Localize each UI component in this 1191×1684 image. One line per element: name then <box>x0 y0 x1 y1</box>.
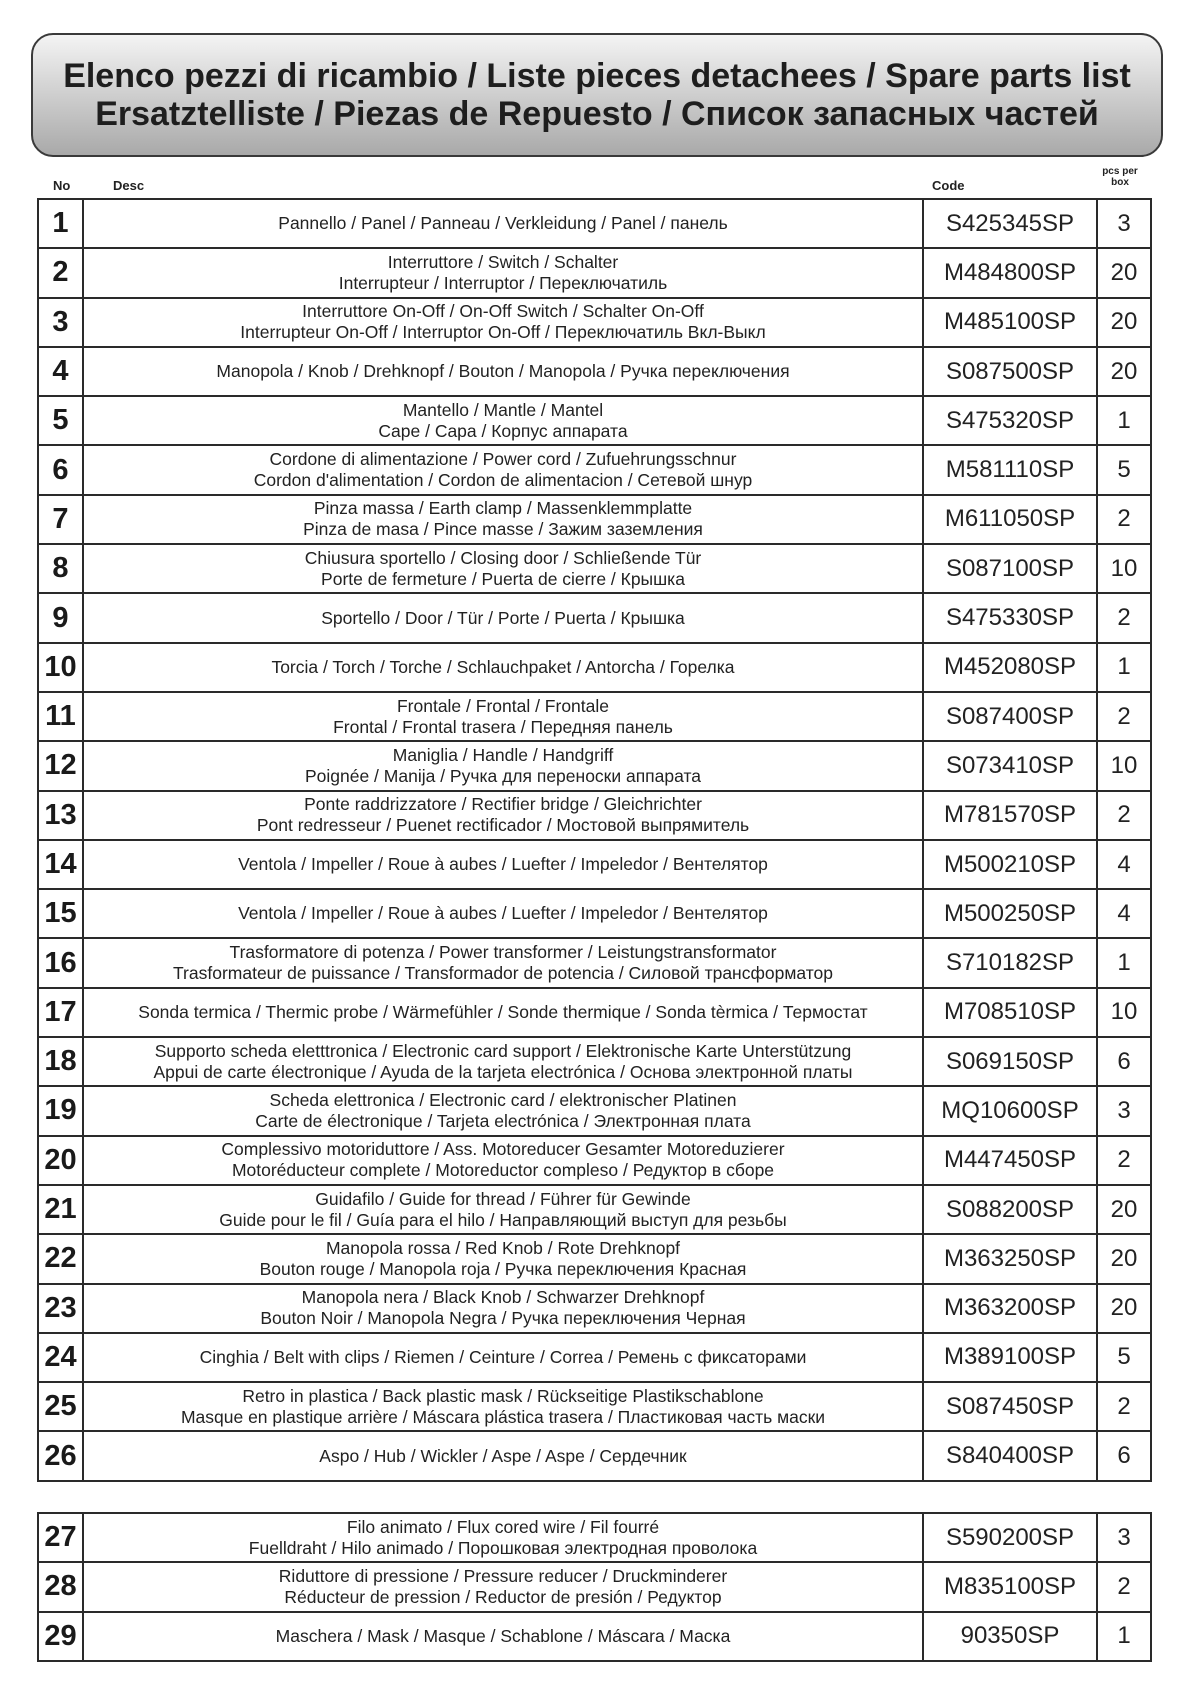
part-description-line1: Cinghia / Belt with clips / Riemen / Ceinture / Correa / Ремень с фиксаторами <box>199 1346 807 1367</box>
column-header-pcs-line2: box <box>1111 177 1129 188</box>
part-number: 12 <box>38 741 83 790</box>
part-description-line1: Pannello / Panel / Panneau / Verkleidung / Panel / панель <box>278 213 728 234</box>
part-description <box>83 1612 923 1661</box>
part-description <box>83 1086 923 1135</box>
table-row <box>38 741 1151 790</box>
spare-parts-table <box>37 198 1152 1482</box>
column-header-no: No <box>53 178 71 193</box>
part-description-line1: Mantello / Mantle / Mantel <box>402 399 604 420</box>
part-description <box>83 298 923 347</box>
table-row <box>38 1136 1151 1185</box>
part-description-line1: Ventola / Impeller / Roue à aubes / Luefter / Impeledor / Вентелятор <box>238 903 768 924</box>
part-number: 14 <box>38 840 83 889</box>
part-description-line1: Interruttore / Switch / Schalter <box>387 251 619 272</box>
table-row <box>38 347 1151 396</box>
part-code: M500250SP <box>923 889 1097 938</box>
part-number: 13 <box>38 791 83 840</box>
part-number: 8 <box>38 544 83 593</box>
part-description-line2: Bouton Noir / Manopola Negra / Ручка переключения Черная <box>260 1308 746 1329</box>
part-number: 22 <box>38 1234 83 1283</box>
part-description-line2: Interrupteur On-Off / Interruptor On-Off / Переключатиль Вкл-Выкл <box>240 322 766 343</box>
part-description-line1: Cordone di alimentazione / Power cord / Zufuehrungsschnur <box>269 449 737 470</box>
part-description-line2: Bouton rouge / Manopola roja / Ручка переключения Красная <box>259 1258 747 1279</box>
pcs-per-box: 6 <box>1097 1431 1151 1480</box>
part-number: 20 <box>38 1136 83 1185</box>
part-description-line1: Pinza massa / Earth clamp / Massenklemmplatte <box>313 498 693 519</box>
pcs-per-box: 20 <box>1097 248 1151 297</box>
pcs-per-box: 2 <box>1097 692 1151 741</box>
part-description <box>83 889 923 938</box>
table-row <box>38 988 1151 1037</box>
page-title-box <box>31 33 1163 157</box>
pcs-per-box: 3 <box>1097 1513 1151 1562</box>
part-number: 11 <box>38 692 83 741</box>
part-number: 23 <box>38 1284 83 1333</box>
part-description-line1: Chiusura sportello / Closing door / Schließende Tür <box>304 547 702 568</box>
table-row <box>38 1234 1151 1283</box>
part-description-line1: Ponte raddrizzatore / Rectifier bridge / Gleichrichter <box>304 794 702 815</box>
part-description-line1: Ventola / Impeller / Roue à aubes / Luefter / Impeledor / Вентелятор <box>238 854 768 874</box>
part-description-line2: Carte de électronique / Tarjeta electrónica / Электронная плата <box>255 1110 751 1131</box>
part-description-line2: Appui de carte électronique / Ayuda de la tarjeta electrónica / Основа электронной платы <box>153 1061 853 1082</box>
part-description-line1: Aspo / Hub / Wickler / Aspe / Aspe / Сердечник <box>319 1445 687 1466</box>
part-description <box>83 643 923 692</box>
pcs-per-box: 2 <box>1097 1382 1151 1431</box>
part-description-line1: Retro in plastica / Back plastic mask / Rückseitige Plastikschablone <box>242 1385 764 1406</box>
table-row <box>38 1037 1151 1086</box>
part-code: S087450SP <box>923 1382 1097 1431</box>
part-number: 17 <box>38 988 83 1037</box>
part-description-line1: Maniglia / Handle / Handgriff <box>392 744 614 765</box>
part-code: S087400SP <box>923 692 1097 741</box>
part-description-line1: Filo animato / Flux cored wire / Fil fourré <box>346 1516 660 1537</box>
pcs-per-box: 3 <box>1097 199 1151 248</box>
pcs-per-box: 1 <box>1097 1612 1151 1661</box>
part-description <box>83 248 923 297</box>
part-description-line2: Interrupteur / Interruptor / Переключатиль <box>338 272 668 293</box>
table-row <box>38 1333 1151 1382</box>
pcs-per-box: 10 <box>1097 988 1151 1037</box>
pcs-per-box: 4 <box>1097 889 1151 938</box>
part-description-line2: Frontal / Frontal trasera / Передняя панель <box>333 716 673 737</box>
table-row <box>38 396 1151 445</box>
part-description <box>83 593 923 642</box>
part-number: 24 <box>38 1333 83 1382</box>
part-code: S710182SP <box>923 938 1097 987</box>
part-code: S087100SP <box>923 544 1097 593</box>
part-code: S069150SP <box>923 1037 1097 1086</box>
pcs-per-box: 20 <box>1097 1185 1151 1234</box>
part-description-line1: Guidafilo / Guide for thread / Führer für Gewinde <box>315 1188 691 1209</box>
part-description <box>83 1185 923 1234</box>
part-description <box>83 199 923 248</box>
pcs-per-box: 5 <box>1097 1333 1151 1382</box>
part-code: M835100SP <box>923 1562 1097 1611</box>
part-description <box>83 1431 923 1480</box>
part-description-line2: Trasformateur de puissance / Transformador de potencia / Силовой трансформатор <box>173 963 833 984</box>
part-code: M611050SP <box>923 495 1097 544</box>
part-number: 5 <box>38 396 83 445</box>
table-row <box>38 643 1151 692</box>
part-number: 27 <box>38 1513 83 1562</box>
pcs-per-box: 20 <box>1097 1234 1151 1283</box>
part-description-line2: Cape / Capa / Корпус аппарата <box>378 420 628 441</box>
part-description <box>83 1513 923 1562</box>
part-description-line2: Porte de fermeture / Puerta de cierre / Крышка <box>321 568 685 589</box>
part-description-line2: Masque en plastique arrière / Máscara plástica trasera / Пластиковая часть маски <box>180 1406 826 1427</box>
table-row <box>38 593 1151 642</box>
part-code: M363200SP <box>923 1284 1097 1333</box>
part-description-line1: Interruttore On-Off / On-Off Switch / Schalter On-Off <box>302 301 704 322</box>
part-number: 3 <box>38 298 83 347</box>
part-code: S840400SP <box>923 1431 1097 1480</box>
part-description <box>83 791 923 840</box>
page-title-line1: Elenco pezzi di ricambio / Liste pieces detachees / Spare parts list <box>63 57 1131 95</box>
part-number: 7 <box>38 495 83 544</box>
pcs-per-box: 2 <box>1097 791 1151 840</box>
table-row <box>38 495 1151 544</box>
part-description-line1: Maschera / Mask / Masque / Schablone / Máscara / Маска <box>275 1625 731 1646</box>
table-row <box>38 692 1151 741</box>
part-description-line1: Scheda elettronica / Electronic card / elektronischer Platinen <box>269 1089 737 1110</box>
part-description <box>83 1562 923 1611</box>
part-description-line1: Supporto scheda eletttronica / Electronic card support / Elektronische Karte Unterstützung <box>154 1040 852 1061</box>
part-description <box>83 1234 923 1283</box>
table-row <box>38 889 1151 938</box>
part-code: S088200SP <box>923 1185 1097 1234</box>
part-code: S475320SP <box>923 396 1097 445</box>
part-description-line1: Complessivo motoriduttore / Ass. Motoreducer Gesamter Motoreduzierer <box>221 1139 785 1160</box>
pcs-per-box: 20 <box>1097 1284 1151 1333</box>
part-description-line2: Poignée / Manija / Ручка для переноски аппарата <box>304 765 702 786</box>
pcs-per-box: 5 <box>1097 445 1151 494</box>
part-description-line2: Guide pour le fil / Guía para el hilo / Направляющий выступ для резьбы <box>219 1209 787 1230</box>
pcs-per-box: 1 <box>1097 643 1151 692</box>
table-row <box>38 840 1151 889</box>
pcs-per-box: 6 <box>1097 1037 1151 1086</box>
pcs-per-box: 3 <box>1097 1086 1151 1135</box>
part-number: 6 <box>38 445 83 494</box>
pcs-per-box: 2 <box>1097 1562 1151 1611</box>
part-number: 15 <box>38 889 83 938</box>
part-code: M485100SP <box>923 298 1097 347</box>
table-row <box>38 248 1151 297</box>
table-row <box>38 1185 1151 1234</box>
part-description <box>83 1037 923 1086</box>
table-row <box>38 1562 1151 1611</box>
column-header-pcs-per-box <box>1090 166 1150 188</box>
table-row <box>38 199 1151 248</box>
part-description-line1: Sportello / Door / Tür / Porte / Puerta / Крышка <box>321 607 685 628</box>
part-description-line1: Manopola rossa / Red Knob / Rote Drehknopf <box>325 1237 681 1258</box>
part-code: M363250SP <box>923 1234 1097 1283</box>
table-row <box>38 1284 1151 1333</box>
part-code: M581110SP <box>923 445 1097 494</box>
part-number: 10 <box>38 643 83 692</box>
table-row <box>38 1612 1151 1661</box>
part-description-line1: Frontale / Frontal / Frontale <box>396 695 610 716</box>
part-code: S425345SP <box>923 199 1097 248</box>
table-row <box>38 1086 1151 1135</box>
part-description-line1: Torcia / Torch / Torche / Schlauchpaket / Antorcha / Горелка <box>271 656 735 677</box>
part-number: 2 <box>38 248 83 297</box>
part-number: 21 <box>38 1185 83 1234</box>
part-description-line2: Motoréducteur complete / Motoreductor compleso / Редуктор в сборе <box>231 1160 775 1181</box>
part-number: 29 <box>38 1612 83 1661</box>
part-code: M447450SP <box>923 1136 1097 1185</box>
part-number: 25 <box>38 1382 83 1431</box>
table-row <box>38 938 1151 987</box>
part-description <box>83 988 923 1037</box>
part-code: M500210SP <box>923 840 1097 889</box>
part-description-line1: Riduttore di pressione / Pressure reducer / Druckminderer <box>278 1565 728 1586</box>
part-description <box>83 347 923 396</box>
part-description <box>83 1136 923 1185</box>
table-row <box>38 1431 1151 1480</box>
part-description <box>83 1382 923 1431</box>
part-number: 9 <box>38 593 83 642</box>
spare-parts-table-extra <box>37 1512 1152 1662</box>
table-row <box>38 1513 1151 1562</box>
part-description <box>83 1284 923 1333</box>
part-description <box>83 445 923 494</box>
part-description-line1: Manopola nera / Black Knob / Schwarzer Drehknopf <box>301 1287 705 1308</box>
part-number: 19 <box>38 1086 83 1135</box>
part-description-line2: Réducteur de pression / Reductor de presión / Редуктор <box>284 1586 722 1607</box>
part-code: S087500SP <box>923 347 1097 396</box>
column-header-pcs-line1: pcs per <box>1102 166 1138 177</box>
column-header-code: Code <box>932 178 965 193</box>
part-number: 28 <box>38 1562 83 1611</box>
pcs-per-box: 2 <box>1097 495 1151 544</box>
table-row <box>38 1382 1151 1431</box>
table-row <box>38 791 1151 840</box>
part-number: 16 <box>38 938 83 987</box>
part-code: MQ10600SP <box>923 1086 1097 1135</box>
part-code: S475330SP <box>923 593 1097 642</box>
part-code: M708510SP <box>923 988 1097 1037</box>
part-description <box>83 544 923 593</box>
part-description-line1: Trasformatore di potenza / Power transformer / Leistungstransformator <box>229 942 777 963</box>
part-description <box>83 495 923 544</box>
pcs-per-box: 2 <box>1097 593 1151 642</box>
pcs-per-box: 20 <box>1097 347 1151 396</box>
table-row <box>38 544 1151 593</box>
pcs-per-box: 1 <box>1097 396 1151 445</box>
part-code: S073410SP <box>923 741 1097 790</box>
part-code: M389100SP <box>923 1333 1097 1382</box>
part-number: 26 <box>38 1431 83 1480</box>
part-description-line1: Sonda termica / Thermic probe / Wärmefühler / Sonde thermique / Sonda tèrmica / Термостат <box>138 1001 868 1022</box>
pcs-per-box: 10 <box>1097 741 1151 790</box>
part-code: S590200SP <box>923 1513 1097 1562</box>
pcs-per-box: 2 <box>1097 1136 1151 1185</box>
part-code: M452080SP <box>923 643 1097 692</box>
part-description-line2: Pinza de masa / Pince masse / Зажим заземления <box>303 519 703 540</box>
pcs-per-box: 20 <box>1097 298 1151 347</box>
part-description-line1: Manopola / Knob / Drehknopf / Bouton / Manopola / Ручка переключения <box>216 361 790 382</box>
part-description <box>83 396 923 445</box>
part-number: 18 <box>38 1037 83 1086</box>
part-code: 90350SP <box>923 1612 1097 1661</box>
table-row <box>38 445 1151 494</box>
part-code: M781570SP <box>923 791 1097 840</box>
part-number: 1 <box>38 199 83 248</box>
pcs-per-box: 1 <box>1097 938 1151 987</box>
part-description-line2: Fuelldraht / Hilo animado / Порошковая электродная проволока <box>248 1537 758 1558</box>
part-description <box>83 938 923 987</box>
pcs-per-box: 10 <box>1097 544 1151 593</box>
part-description <box>83 741 923 790</box>
part-number: 4 <box>38 347 83 396</box>
part-description <box>83 692 923 741</box>
part-description-line2: Pont redresseur / Puenet rectificador / Мостовой выпрямитель <box>256 815 750 836</box>
part-description <box>83 1333 923 1382</box>
pcs-per-box: 4 <box>1097 840 1151 889</box>
part-description-line2: Cordon d'alimentation / Cordon de alimentacion / Сетевой шнур <box>253 470 753 491</box>
column-header-desc: Desc <box>113 178 145 193</box>
part-description <box>83 840 923 889</box>
table-row <box>38 298 1151 347</box>
part-code: M484800SP <box>923 248 1097 297</box>
page-title-line2: Ersatztelliste / Piezas de Repuesto / Список запасных частей <box>95 95 1099 133</box>
